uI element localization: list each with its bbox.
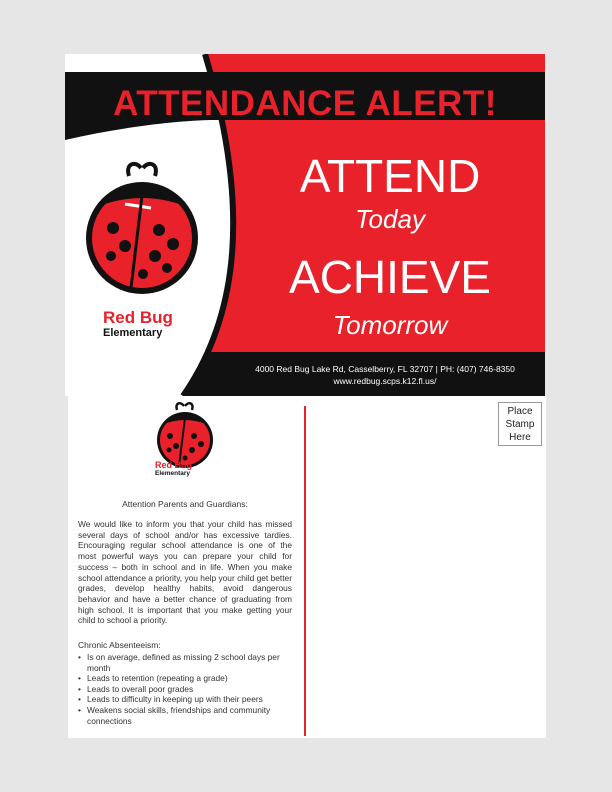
postcard-front <box>65 54 545 396</box>
achieve-heading: ACHIEVE <box>289 251 491 303</box>
back-logo-name: Red Bug <box>155 460 192 470</box>
postcard-back <box>68 396 546 738</box>
stamp-line: Here <box>509 432 531 443</box>
chronic-absenteeism-list <box>78 652 292 726</box>
front-school-logo <box>81 156 203 339</box>
postcard-divider <box>304 406 306 736</box>
salutation: Attention Parents and Guardians: <box>122 499 248 509</box>
back-logo-sub: Elementary <box>155 470 191 477</box>
list-item: • Is on average, defined as missing 2 school days per month <box>78 652 292 673</box>
school-address: 4000 Red Bug Lake Rd, Casselberry, FL 32707 | PH: (407) 746-8350 <box>255 364 515 374</box>
school-website: www.redbug.scps.k12.fl.us/ <box>333 376 437 386</box>
body-paragraph: We would like to inform you that your child has missed several days of school and/or has excessive tardies. Encouraging regular school attendance is one of the most powerful ways you can prepare your child for success – both in school and in life. When you make school attendance a priority, you help your child get better grades, develop healthy habits, avoid dangerous behavior and have a better chance of graduating from high school. It is important that you make getting your child to school a priority. <box>78 519 292 626</box>
school-address-block <box>235 363 535 387</box>
list-item: • Leads to difficulty in keeping up with their peers <box>78 694 292 705</box>
back-school-logo <box>152 400 218 477</box>
list-item: • Leads to overall poor grades <box>78 684 292 695</box>
front-logo-name: Red Bug <box>103 308 173 327</box>
attendance-alert-title: ATTENDANCE ALERT! <box>113 84 497 123</box>
stamp-line: Place <box>507 406 533 417</box>
ladybug-icon <box>81 156 203 296</box>
stamp-line: Stamp <box>505 419 535 430</box>
list-item: • Weakens social skills, friendships and community connections <box>78 705 292 726</box>
front-logo-sub: Elementary <box>103 327 163 339</box>
tomorrow-subheading: Tomorrow <box>332 310 448 340</box>
list-item: • Leads to retention (repeating a grade) <box>78 673 292 684</box>
stamp-box <box>498 402 542 446</box>
attend-heading: ATTEND <box>299 150 481 202</box>
today-subheading: Today <box>355 204 425 234</box>
chronic-absenteeism-title: Chronic Absenteeism: <box>78 640 161 650</box>
